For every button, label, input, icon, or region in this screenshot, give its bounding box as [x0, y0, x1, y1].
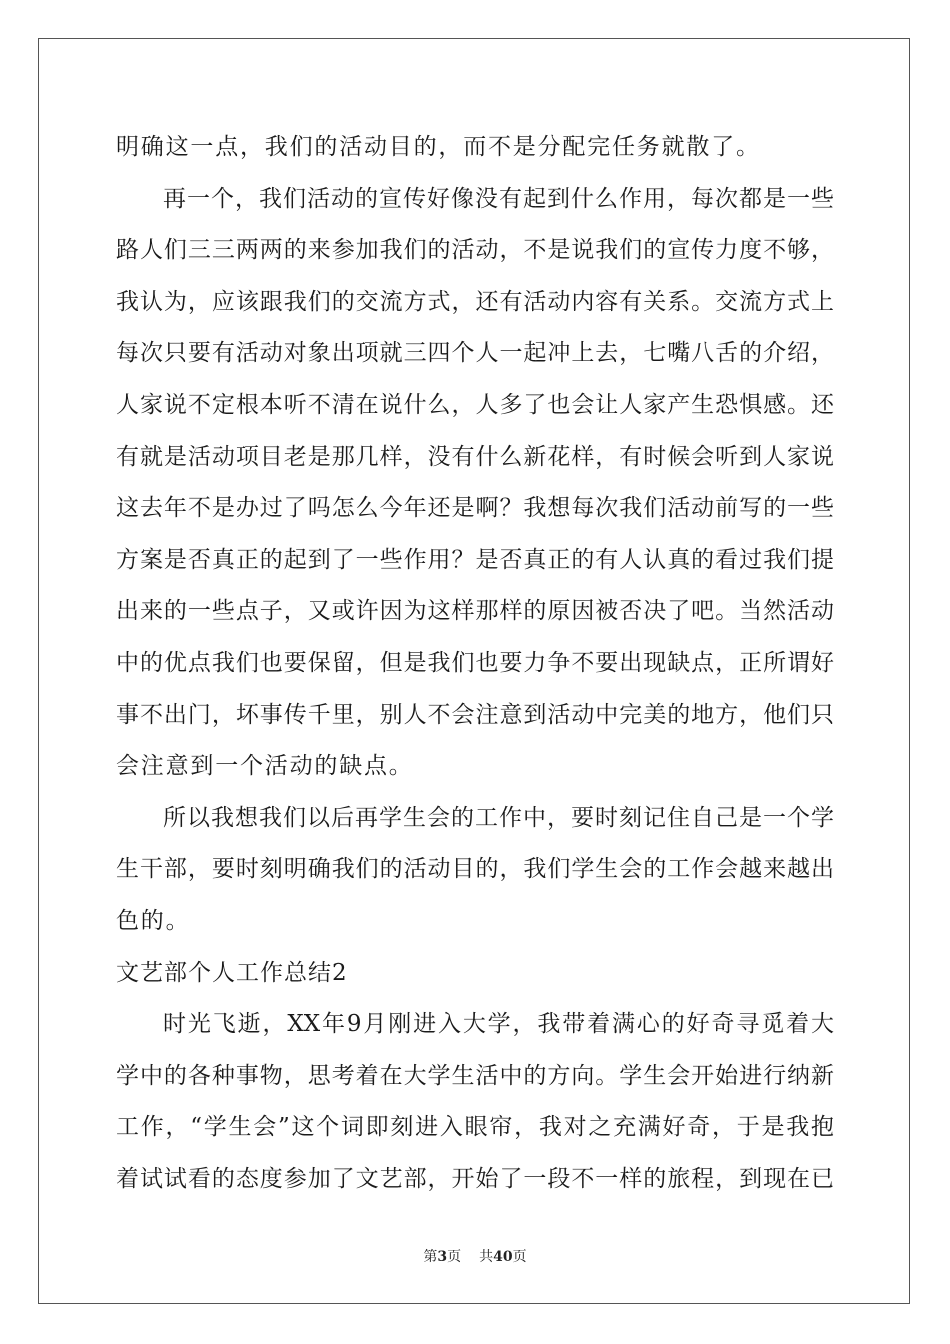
section-heading: 文艺部个人工作总结2 — [116, 959, 348, 986]
text-line: 工作，“学生会”这个词即刻进入眼帘，我对之充满好奇，于是我抱 — [116, 1114, 834, 1141]
text-line: 这去年不是办过了吗怎么今年还是啊？我想每次我们活动前写的一些 — [116, 495, 834, 522]
document-body — [116, 122, 834, 1205]
total-pages: 40 — [493, 1249, 513, 1265]
text-line: 再一个，我们活动的宣传好像没有起到什么作用，每次都是一些 — [163, 185, 834, 212]
text-line: 有就是活动项目老是那几样，没有什么新花样，有时候会听到人家说 — [116, 443, 834, 470]
text-line: 每次只要有活动对象出项就三四个人一起冲上去，七嘴八舌的介绍， — [116, 340, 834, 367]
text-line: 人家说不定根本听不清在说什么，人多了也会让人家产生恐惧感。还 — [116, 391, 834, 418]
text-line: 生干部，要时刻明确我们的活动目的，我们学生会的工作会越来越出 — [116, 856, 834, 883]
text-line: 中的优点我们也要保留，但是我们也要力争不要出现缺点，正所谓好 — [116, 649, 834, 676]
text-line: 色的。 — [116, 907, 191, 934]
text-line: 出来的一些点子，又或许因为这样那样的原因被否决了吧。当然活动 — [116, 598, 834, 625]
text-line: 事不出门，坏事传千里，别人不会注意到活动中完美的地方，他们只 — [116, 701, 834, 728]
text-line: 着试试看的态度参加了文艺部，开始了一段不一样的旅程，到现在已 — [116, 1165, 834, 1192]
text-line: 明确这一点，我们的活动目的，而不是分配完任务就散了。 — [116, 134, 761, 160]
page-number: 3 — [437, 1249, 448, 1265]
text-line: 路人们三三两两的来参加我们的活动，不是说我们的宣传力度不够， — [116, 237, 834, 264]
text-line: 方案是否真正的起到了一些作用？是否真正的有人认真的看过我们提 — [116, 546, 834, 573]
text-line: 所以我想我们以后再学生会的工作中，要时刻记住自己是一个学 — [163, 804, 834, 831]
total-suffix: 页 — [512, 1249, 527, 1265]
text-line: 学中的各种事物，思考着在大学生活中的方向。学生会开始进行纳新 — [116, 1062, 834, 1089]
text-line: 时光飞逝，XX年9月刚进入大学，我带着满心的好奇寻觅着大 — [163, 1011, 834, 1038]
text-line: 会注意到一个活动的缺点。 — [116, 753, 414, 780]
page-footer — [0, 1246, 950, 1266]
text-line: 我认为，应该跟我们的交流方式，还有活动内容有关系。交流方式上 — [116, 288, 834, 315]
total-prefix: 共 — [479, 1249, 494, 1265]
page-suffix: 页 — [447, 1249, 462, 1265]
page-prefix: 第 — [423, 1249, 438, 1265]
